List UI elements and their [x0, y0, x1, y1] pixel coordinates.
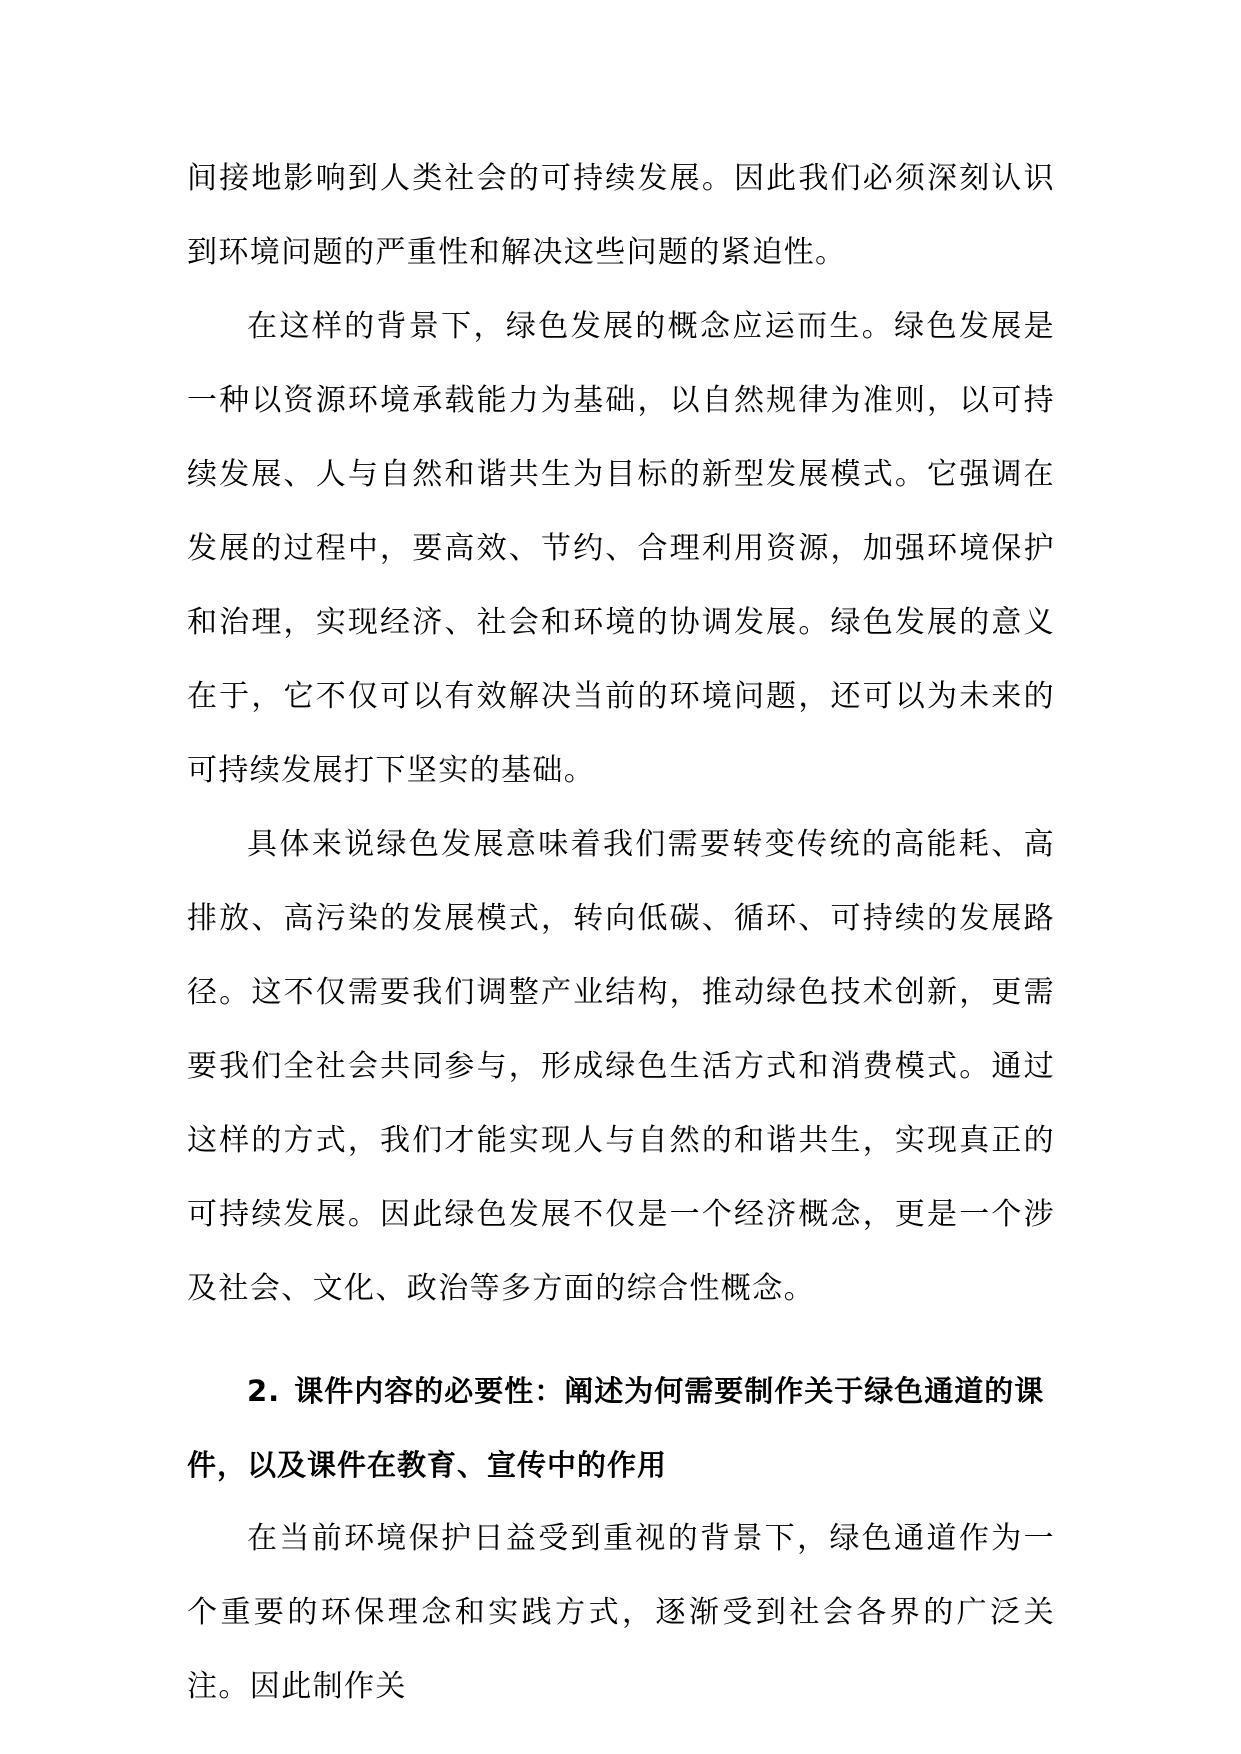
section-heading: [187, 1354, 1055, 1502]
paragraph-green-development-concept: 在这样的背景下，绿色发展的概念应运而生。绿色发展是一种以资源环境承载能力为基础，以自然规律为准则，以可持续发展、人与自然和谐共生为目标的新型发展模式。它强调在发展的过程中，要高效、节约、合理利用资源，加强环境保护和治理，实现经济、社会和环境的协调发展。绿色发展的意义在于，它不仅可以有效解决当前的环境问题，还可以为未来的可持续发展打下坚实的基础。: [187, 309, 1055, 788]
section-heading-text: 课件内容的必要性：阐述为何需要制作关于绿色通道的课件，以及课件在教育、宣传中的作用: [187, 1374, 1045, 1482]
paragraph-continuation: 间接地影响到人类社会的可持续发展。因此我们必须深刻认识到环境问题的严重性和解决这些问题的紧迫性。: [187, 161, 1055, 270]
document-body: [187, 142, 1055, 1724]
paragraph-green-development-meaning: 具体来说绿色发展意味着我们需要转变传统的高能耗、高排放、高污染的发展模式，转向低碳、循环、可持续的发展路径。这不仅需要我们调整产业结构，推动绿色技术创新，更需要我们全社会共同参与，形成绿色生活方式和消费模式。通过这样的方式，我们才能实现人与自然的和谐共生，实现真正的可持续发展。因此绿色发展不仅是一个经济概念，更是一个涉及社会、文化、政治等多方面的综合性概念。: [187, 827, 1055, 1306]
paragraph-courseware-necessity: 在当前环境保护日益受到重视的背景下，绿色通道作为一个重要的环保理念和实践方式，逐渐受到社会各界的广泛关注。因此制作关: [187, 1521, 1055, 1704]
section-heading-number: 2.: [247, 1374, 281, 1408]
